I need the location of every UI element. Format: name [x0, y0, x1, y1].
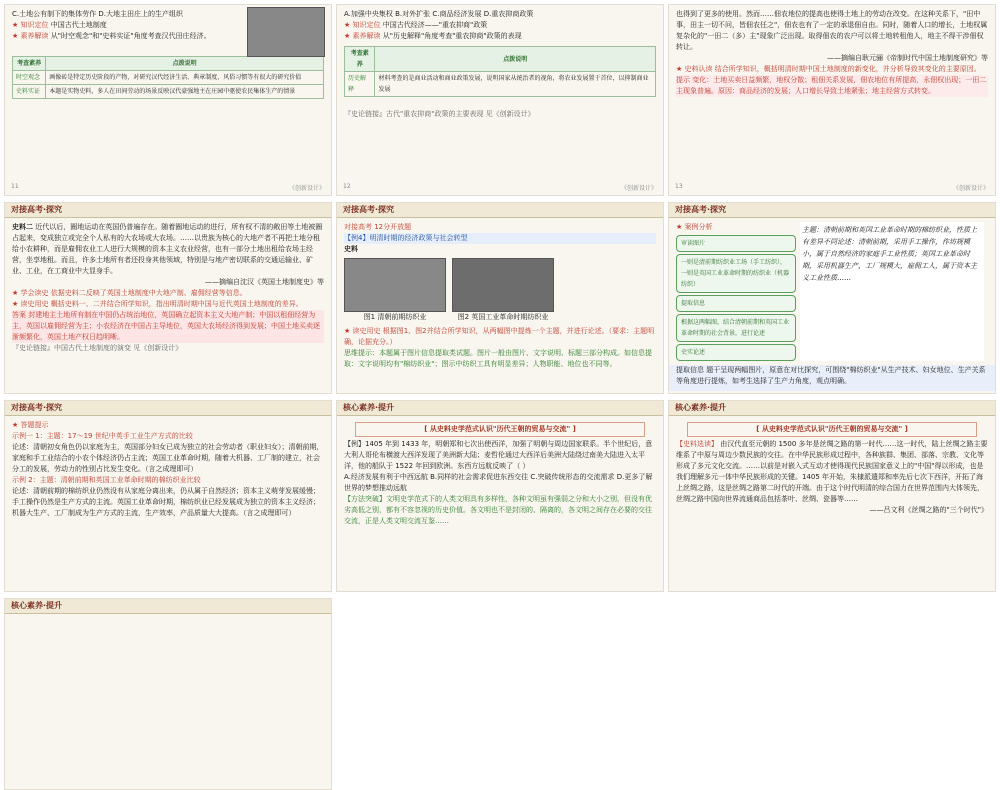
question-text: ★ 读史用史 根据图1、图2并结合所学知识，从两幅图中提炼一个主题，并进行论述。（要求：主题明确，论据充分。） — [344, 327, 655, 346]
cell: 历史解释 — [345, 72, 375, 97]
example-2-text: 论述：清朝前期的棉纺织业仍然没有从家庭分离出来，仍从属于自然经济；资本主义萌芽发展缓慢；手工操作仍然是生产方式的主流。英国工业革命时期，棉纺织业已经发展成为独立的资本主义经济；机器大生产、工厂制成为生产方式的主流，生产效率，产品质量大大提高。（言之成理即可） — [12, 487, 320, 517]
slide-header: 对接高考·探究 — [669, 203, 995, 218]
question-options: A.经济发展有利于中西远航 B.同样的社会需求促进东西交往 C.突破传统形态的交流需求 D.更多了解世界的梦想推动远航 — [344, 473, 653, 492]
slide-footer — [11, 183, 325, 192]
cell: 材料考查的是商业活动和商业政策发展，说明国家从统治者的视角，将农业发展置于首位，以抑制商业发展 — [375, 72, 656, 97]
citation: ——吕文利《丝绸之路的"三个时代"》 — [869, 506, 988, 514]
slide-11[interactable] — [4, 4, 332, 196]
source-title: 史料二 — [12, 223, 33, 231]
exam-banner: 对接高考 12分开放题 — [344, 223, 412, 231]
rubbing-image — [247, 7, 325, 57]
slide-header: 对接高考·探究 — [5, 203, 331, 218]
options-line: A.加强中央集权 B.对外扩张 C.商品经济发展 D.重农抑商政策 — [344, 10, 534, 18]
slide-12[interactable] — [336, 4, 664, 196]
citation: ——摘编自耿元骊《帝制时代中国土地制度研究》等 — [827, 54, 988, 62]
slide-15[interactable] — [336, 202, 664, 394]
literacy-value: 从"历史解释"角度考查"重农抑商"政策的表现 — [382, 32, 522, 40]
slide-header: 核心素养·提升 — [5, 599, 331, 614]
slide-18[interactable] — [336, 400, 664, 592]
knowledge-value: 中国古代土地制度 — [50, 21, 107, 29]
table-row — [13, 85, 324, 99]
topic-banner: [ 从史料史学范式认识"历代王朝的贸易与交流" ] — [355, 422, 644, 437]
question-2: ★ 读史用史 概括史料一、二并结合所学知识，指出明清时期中国与近代英国土地制度的差异。 — [12, 300, 303, 308]
literacy-table — [344, 46, 656, 97]
question-text: ★ 史料认读 结合所学知识，概括明清时期中国土地制度的新变化，并分析导致其变化的主要原因。 — [676, 65, 981, 73]
figure-caption: 图1 清朝前期纺织业 — [363, 313, 427, 321]
page-number: 13 — [675, 183, 683, 190]
case-analysis-label: ★ 案例分析 — [676, 223, 713, 231]
thinking-hint: 思维提示：本题属于图片信息提取类试题。图片一般由图片、文字说明、标题三部分构成。如信息提取：文字说明均有"棉纺织业"；图示中纺织工具有明显差异；人物职能、地位也不同等。 — [344, 349, 652, 368]
method-text: 【方法突破】文明史学范式下的人类文明具有多样性，各种文明虽有强弱之分和大小之别，但没有优劣高低之别，都有不容忽视的历史价值。各文明也不是封闭的、隔离的，各文明之间存在必要的交往交流，正是人类文明交流互鉴…… — [344, 495, 652, 525]
step-box-2: 根据这两幅图，结合清朝前期和英国工业革命时期的社会背景，进行论述 — [676, 314, 796, 342]
cell: 史料实证 — [13, 85, 46, 99]
slide-header: 对接高考·探究 — [337, 203, 663, 218]
cell: 画像砖是特定历史阶段的产物，对研究汉代经济生活、典章制度、风俗习惯等有很大的研究价值 — [46, 71, 324, 85]
reading-title: 【史料选读】 — [676, 440, 718, 448]
example-question: 【例】1405 年到 1433 年，明朝郑和七次出使西洋，加强了明朝与周边国家联系。半个世纪后，意大利人哥伦布横渡大西洋发现了美洲新大陆；麦哲伦通过大西洋后美洲大陆绕过南美大陆进入太平洋，他的船队于 1522 年回到欧洲。东西方远航反映了（ ） — [344, 440, 653, 470]
source-label: 史料 — [344, 245, 358, 253]
passage-text: 也得到了更多的使用。然而……佃农地位的提高也使得土地上的劳动在改变。在这种关系下，"田中事，田主一切不问，皆佃农任之"，佃农也有了一定的承退佃自由。同时，随着人口的增长，土地权属复杂化的"一田二（多）主"现象广泛出现。取得佃农的农户可以将土地转租他人，地主不得干涉佃权转让。 — [676, 10, 988, 51]
slide-19[interactable] — [668, 400, 996, 592]
answer-hint-title: ★ 答题提示 — [12, 421, 49, 429]
slide-header: 核心素养·提升 — [337, 401, 663, 416]
topic-banner: [ 从史料史学范式认识"历代王朝的贸易与交流" ] — [687, 422, 976, 437]
slide-header: 对接高考·探究 — [5, 401, 331, 416]
slide-17[interactable] — [4, 400, 332, 592]
footer-label: 《创新设计》 — [288, 185, 325, 192]
table-head-1: 考查素养 — [13, 57, 46, 71]
textile-workshop-image — [344, 258, 446, 312]
figure-2 — [452, 258, 554, 323]
slide-footer — [343, 183, 657, 192]
figure-1 — [344, 258, 446, 323]
history-link-note[interactable]: 『史论链接』中国古代土地制度的演变 见《创新设计》 — [12, 344, 183, 352]
label-knowledge: ★ 知识定位 — [12, 21, 49, 29]
literacy-table — [12, 56, 324, 99]
cell: 时空观念 — [13, 71, 46, 85]
knowledge-value: 中国古代经济——"重农抑商"政策 — [382, 21, 488, 29]
history-link-note[interactable]: 『史论链接』古代"重农抑商"政策的主要表现 见《创新设计》 — [344, 110, 535, 118]
step-read-pictures: 审读图片 — [676, 235, 796, 252]
slide-14[interactable] — [4, 202, 332, 394]
passage-text: 由汉代直至元朝的 1500 多年是丝绸之路的第一时代……这一时代，陆上丝绸之路主要维系了中原与周边少数民族的交往。在中华民族形成过程中，各种族群、集团、部落、宗教、文化等形成了多元文化交流。……以前是对嵌入式互动才使得现代民族国家意义上的"中国"得以形成，也是我们理解多元一体中华民族形成的关键。1405 年开始，朱棣派遣郑和率先后七次下西洋，开拓了海上丝绸之路，这是丝绸之路第二时代的开端。由于这个时代明清的综合国力在世界范围内大体领先，丝绸之路中国向世界流通商品包括茶叶、丝绸、瓷器等…… — [676, 440, 988, 503]
slide-footer — [675, 183, 989, 192]
question-1: ★ 学会读史 依据史料二反映了英国土地制度中大地产制、雇佣经营等信息。 — [12, 289, 247, 297]
label-knowledge: ★ 知识定位 — [344, 21, 381, 29]
figure-caption: 图2 英国工业革命时期纺织业 — [457, 313, 549, 321]
factory-image — [452, 258, 554, 312]
step-box-1: 一则是清前期纺织业工场（手工纺织），一则是英国工业革命时期的纺织业（机器纺织） — [676, 254, 796, 293]
table-row — [13, 71, 324, 85]
hint-text: 提示 变化：土地买卖日益频繁，地权分散；租佃关系发展，佃农地位有所提高，永佃权出现；一田二主现象普遍。原因：商品经济的发展；人口增长导致土地紧张；地主经营方式转变。 — [676, 76, 987, 95]
label-literacy: ★ 素养解读 — [344, 32, 381, 40]
answer-text: 答案 封建地主土地所有制在中国仍占统治地位，英国确立起资本主义大地产制；中国以租佃经营为主，英国以雇佣经营为主；小农经济在中国占主导地位，英国大农场经济得到发展；中国土地买卖逐渐频繁化，英国土地产权日趋明晰。 — [12, 310, 324, 343]
example-1-theme: 示例一 1：主题：17～19 世纪中英手工业生产方式的比较 — [12, 432, 193, 440]
footer-label: 《创新设计》 — [620, 185, 657, 192]
slide-16[interactable] — [668, 202, 996, 394]
example-1-text: 论述：清朝初女角色仍以家庭为主，英国部分妇女已成为独立的社会劳动者（职业妇女）；清朝前期，家庭和手工业结合的小农个体经济仍占主流；英国工业革命时期，随着大机器、工厂制的建立，社会分工的发展，劳动力的性别占比发生变化。（言之成理即可） — [12, 443, 324, 473]
table-head-1: 考查素养 — [345, 47, 375, 72]
options-line: C.土地公有制下的集体劳作 D.大地主田庄上的生产组织 — [12, 10, 183, 18]
slide-header: 核心素养·提升 — [669, 401, 995, 416]
table-head-2: 点拨说明 — [46, 57, 324, 71]
passage-text: 近代以后，圈地运动在英国仍普遍存在。随着圈地运动的进行，所有权不清的敞田等土地被圈占起来，变成独立或完全个人私有的大农场或大农场。……以贵族为核心的大地产者不再把土地分租给小农耕种，而是雇佣农业工人进行大规模的资本主义农业经营，也有一部分土地出租给农场主经营，坐享地租。而且，许多土地所有者还投身其他领域，特别是与地产密切联系的交通运输业、矿业、工业，在工商业中大显身手。 — [12, 223, 323, 275]
table-row — [345, 72, 656, 97]
label-literacy: ★ 素养解读 — [12, 32, 49, 40]
literacy-value: 从"时空观念"和"史料实证"角度考查汉代田庄经济。 — [50, 32, 211, 40]
slide-20[interactable] — [4, 598, 332, 790]
feedback-text: 提取信息 题干呈现两幅图片，原意在对比探究，可围绕"棉纺织业"从生产技术、妇女地位、生产关系等角度进行提炼，如考生选择了生产力角度，观点明确。 — [669, 365, 995, 391]
example-title: 【例4】明清时期的经济政策与社会转型 — [344, 233, 656, 244]
citation: ——摘编自沈汉《英国土地制度史》等 — [205, 278, 324, 286]
example-2-theme: 示例 2：主题：清朝前期和英国工业革命时期的棉纺织业比较 — [12, 476, 201, 484]
page-number: 11 — [11, 183, 19, 190]
footer-label: 《创新设计》 — [952, 185, 989, 192]
table-head-2: 点拨说明 — [375, 47, 656, 72]
handwritten-answer: 主题：清朝前期和英国工业革命时期的棉纺织业，性质上有差异不同论述：清朝前期，采用手工操作，作坊规模小，属于自然经济的家庭手工业性质；英国工业革命时期，采用机器生产，工厂规模大，雇佣工人，属于资本主义工业性质…… — [800, 222, 984, 361]
slide-13[interactable] — [668, 4, 996, 196]
page-number: 12 — [343, 183, 351, 190]
cell: 本题是实物史料，多人在田间劳动的场景反映汉代豪强地主在庄园中驱使农民集体生产的情景 — [46, 85, 324, 99]
step-argue: 史实论述 — [676, 344, 796, 361]
step-extract-info: 提取信息 — [676, 295, 796, 312]
